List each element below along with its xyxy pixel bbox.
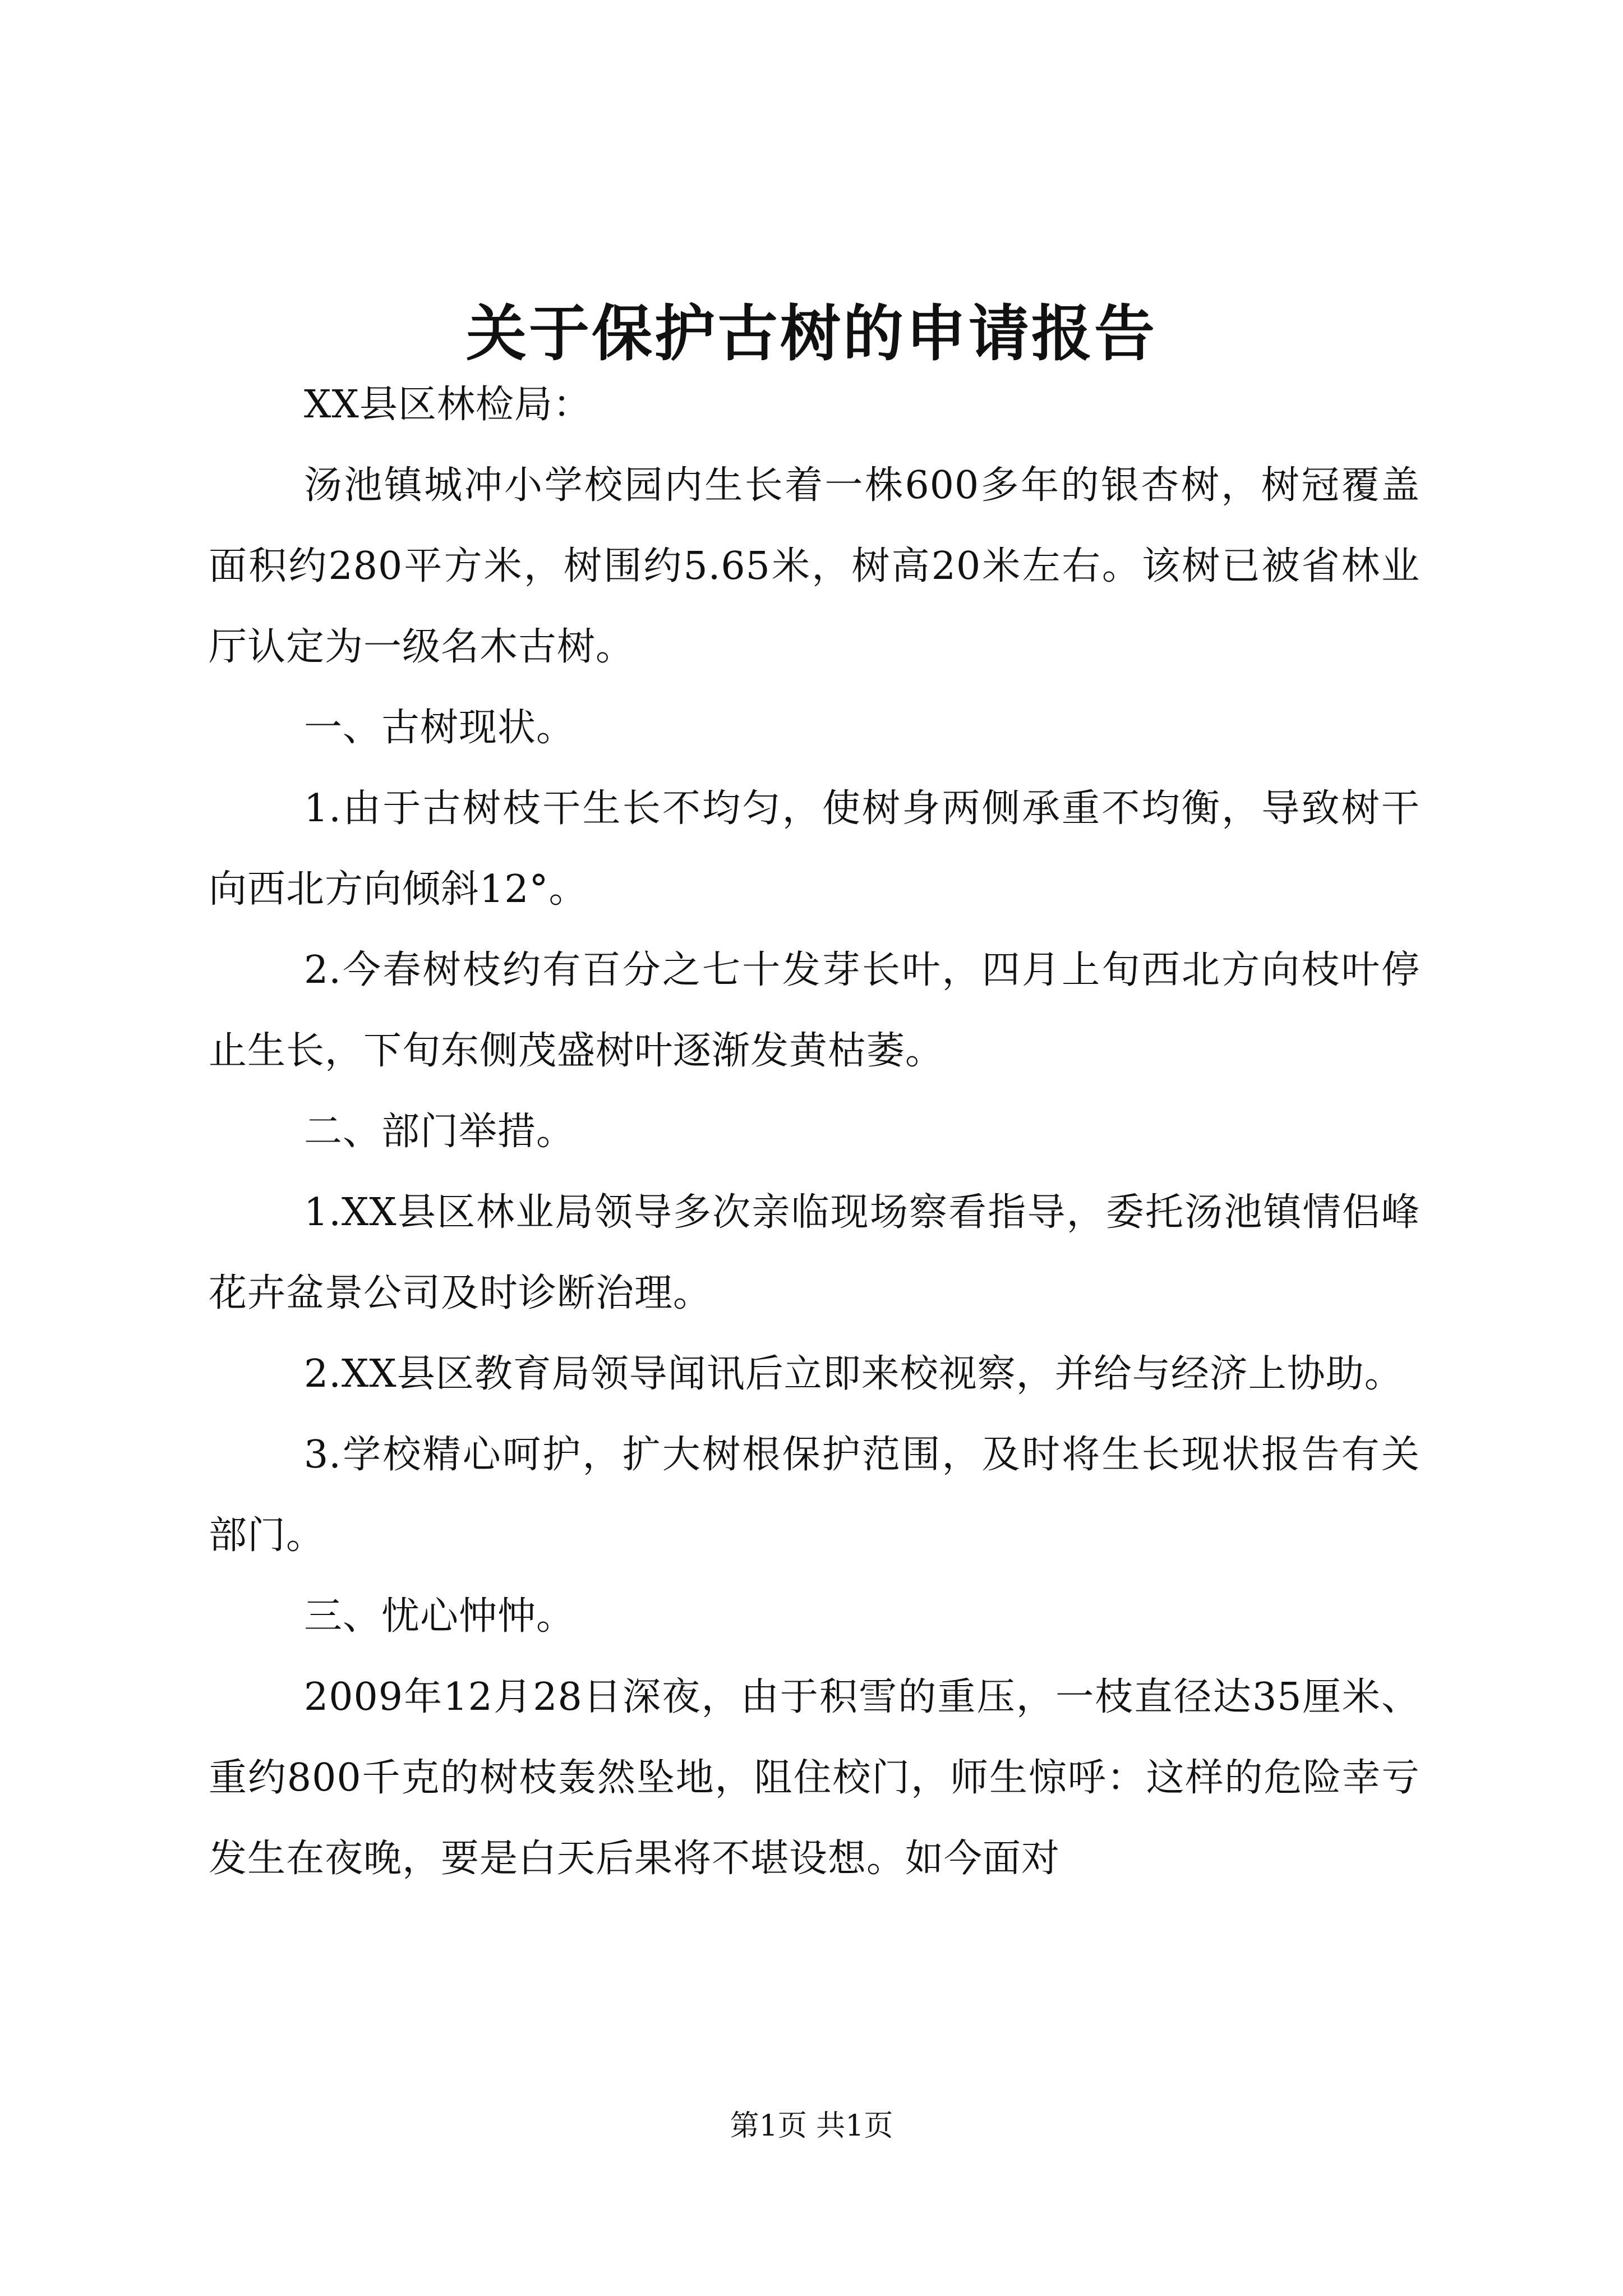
section-2-item-1: 1.XX县区林业局领导多次亲临现场察看指导，委托汤池镇情侣峰花卉盆景公司及时诊断治理。 (209, 1190, 1420, 1315)
addressee-line: XX县区林检局： (304, 383, 592, 427)
section-1-item-2: 2.今春树枝约有百分之七十发芽长叶，四月上旬西北方向枝叶停止生长，下旬东侧茂盛树叶逐渐发黄枯萎。 (209, 948, 1420, 1073)
document-title: 关于保护古树的申请报告 (465, 298, 1157, 369)
intro-paragraph: 汤池镇城冲小学校园内生长着一株600多年的银杏树，树冠覆盖面积约280平方米，树围约5.65米，树高20米左右。该树已被省林业厅认定为一级名木古树。 (209, 463, 1420, 669)
section-2-item-3: 3.学校精心呵护，扩大树根保护范围，及时将生长现状报告有关部门。 (209, 1433, 1420, 1558)
section-heading-1: 一、古树现状。 (304, 706, 575, 750)
document-body (209, 365, 1420, 1899)
section-heading-2: 二、部门举措。 (304, 1110, 575, 1154)
page-number-footer: 第1页 共1页 (730, 2109, 893, 2143)
section-heading-3: 三、忧心忡忡。 (304, 1594, 575, 1639)
section-3-paragraph: 2009年12月28日深夜，由于积雪的重压，一枝直径达35厘米、重约800千克的树枝轰然坠地，阻住校门，师生惊呼：这样的危险幸亏发生在夜晚，要是白天后果将不堪设想。如今面对 (209, 1675, 1420, 1881)
section-2-item-2: 2.XX县区教育局领导闻讯后立即来校视察，并给与经济上协助。 (304, 1352, 1403, 1396)
section-1-item-1: 1.由于古树枝干生长不均匀，使树身两侧承重不均衡，导致树干向西北方向倾斜12°。 (209, 786, 1420, 912)
